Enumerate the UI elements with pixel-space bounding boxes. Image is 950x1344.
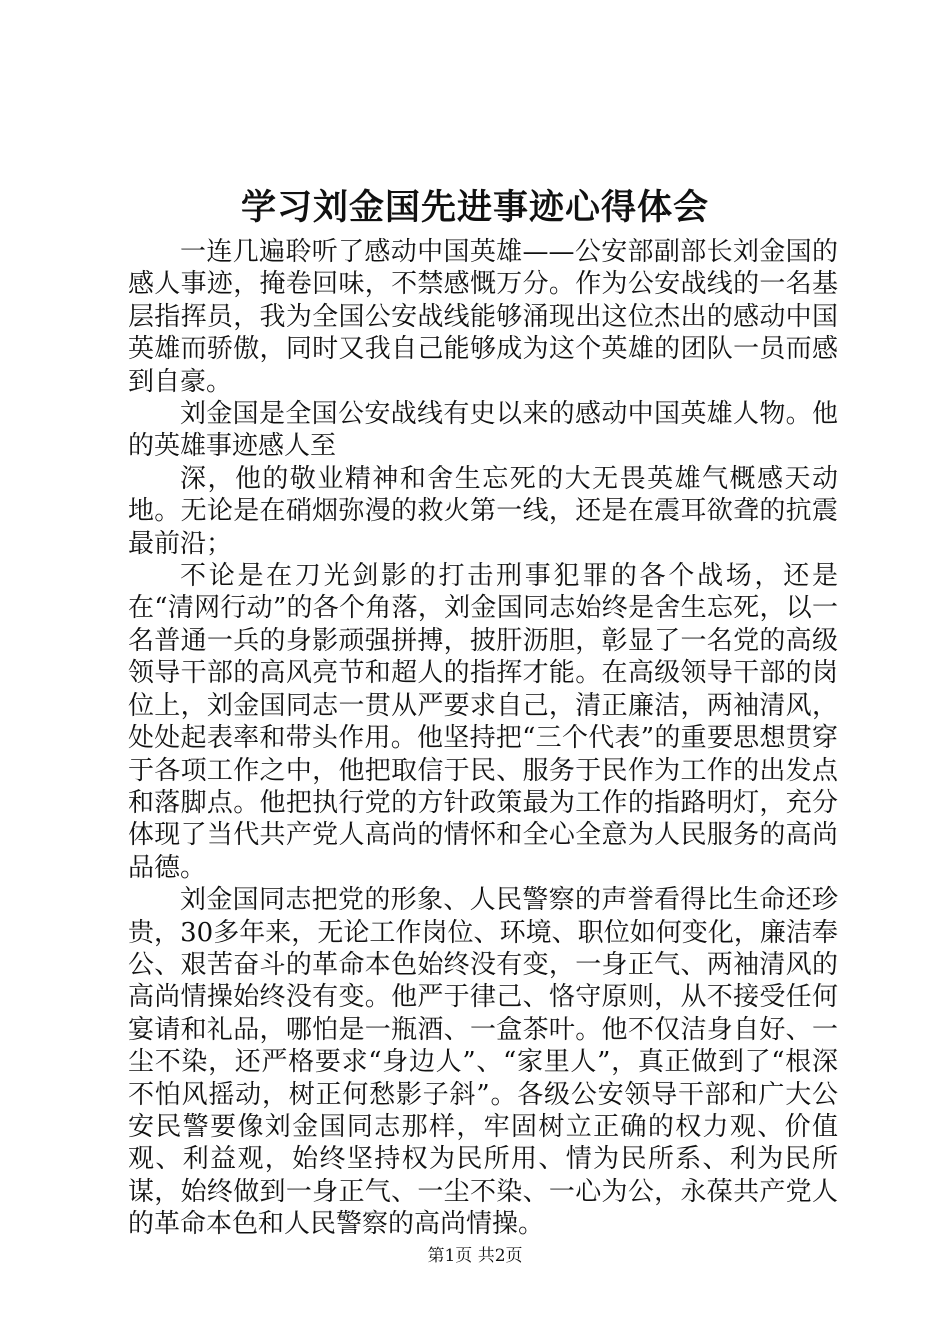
document-title: 学习刘金国先进事迹心得体会 [240, 187, 709, 228]
paragraph-hero: 刘金国是全国公安战线有史以来的感动中国英雄人物。他的英雄事迹感人至 [128, 399, 838, 462]
paragraph-integrity: 刘金国同志把党的形象、人民警察的声誉看得比生命还珍贵，30多年来，无论工作岗位、环境、职位如何变化，廉洁奉公、艰苦奋斗的革命本色始终没有变，一身正气、两袖清风的高尚情操始终没有变。他严于律己、恪守原则，从不接受任何宴请和礼品，哪怕是一瓶酒、一盒茶叶。他不仅洁身自好、一尘不染，还严格要求“身边人”、“家里人”，真正做到了“根深不怕风摇动，树正何愁影子斜”。各级公安领导干部和广大公安民警要像刘金国同志那样，牢固树立正确的权力观、价值观、利益观，始终坚持权为民所用、情为民所系、利为民所谋，始终做到一身正气、一尘不染、一心为公，永葆共产党人的革命本色和人民警察的高尚情操。 [128, 885, 838, 1240]
paragraph-spirit: 深，他的敬业精神和舍生忘死的大无畏英雄气概感天动地。无论是在硝烟弥漫的救火第一线，还是在震耳欲聋的抗震最前沿； [128, 463, 838, 559]
document-body [128, 236, 838, 1241]
page-number-footer: 第1页 共2页 [427, 1246, 523, 1266]
paragraph-intro: 一连几遍聆听了感动中国英雄——公安部副部长刘金国的感人事迹，掩卷回味，不禁感慨万分。作为公安战线的一名基层指挥员，我为全国公安战线能够涌现出这位杰出的感动中国英雄而骄傲，同时又我自己能够成为这个英雄的团队一员而感到自豪。 [128, 237, 838, 397]
paragraph-battlefield: 不论是在刀光剑影的打击刑事犯罪的各个战场，还是在“清网行动”的各个角落，刘金国同志始终是舍生忘死，以一名普通一兵的身影顽强拼搏，披肝沥胆，彰显了一名党的高级领导干部的高风亮节和超人的指挥才能。在高级领导干部的岗位上，刘金国同志一贯从严要求自己，清正廉洁，两袖清风，处处起表率和带头作用。他坚持把“三个代表”的重要思想贯穿于各项工作之中，他把取信于民、服务于民作为工作的出发点和落脚点。他把执行党的方针政策最为工作的指路明灯，充分体现了当代共产党人高尚的情怀和全心全意为人民服务的高尚品德。 [128, 561, 838, 883]
